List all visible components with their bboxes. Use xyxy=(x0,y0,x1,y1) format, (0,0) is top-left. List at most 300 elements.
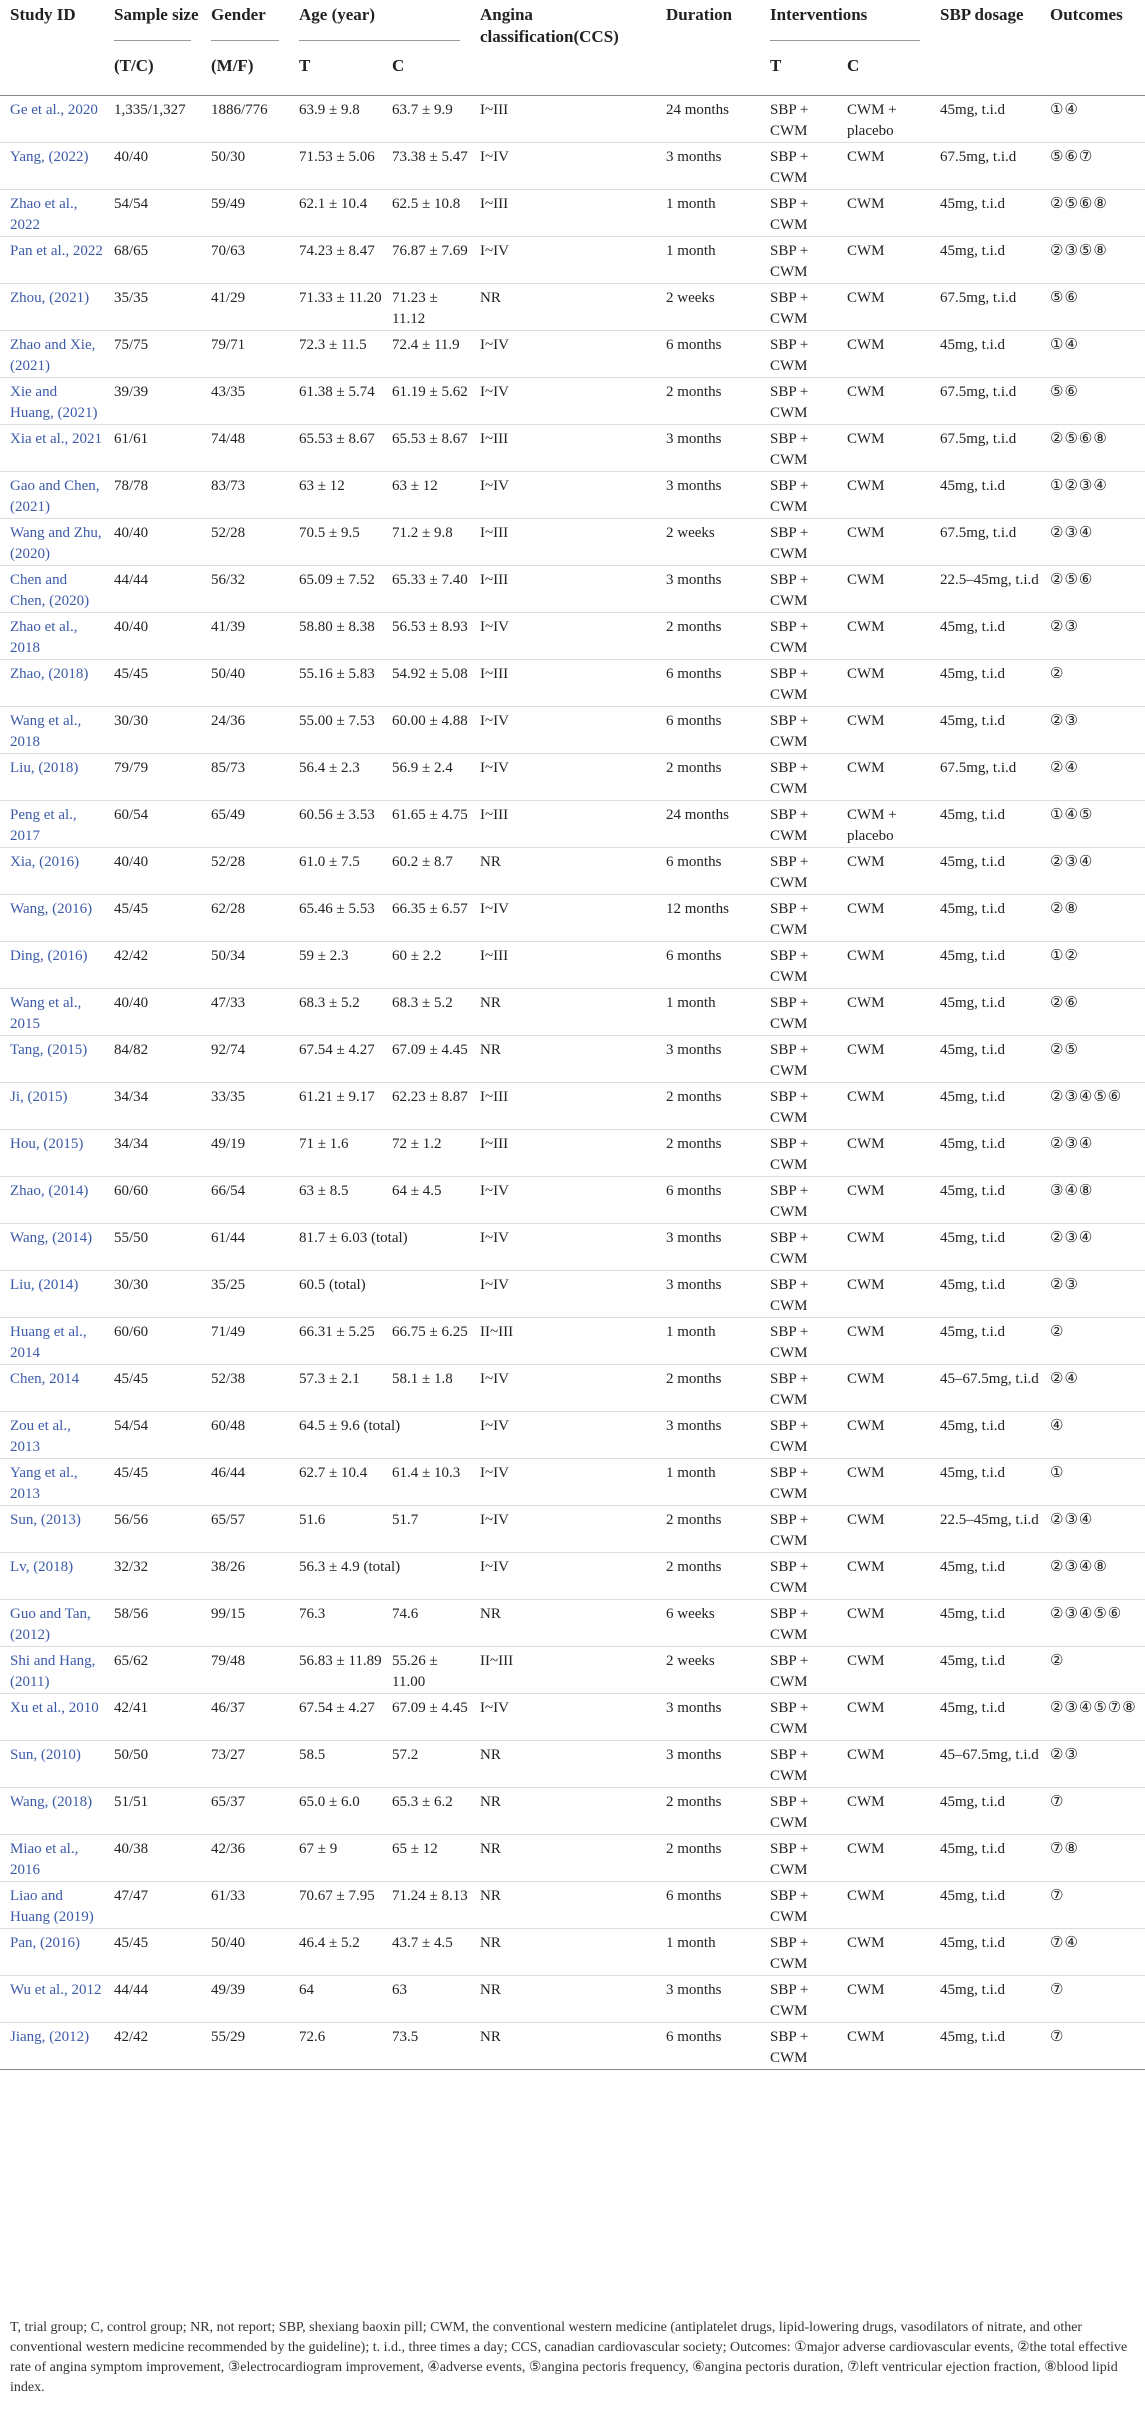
cell-age-t: 64.5 ± 9.6 (total) xyxy=(299,1418,401,1434)
cell-intervention-c: CWM xyxy=(847,760,885,776)
cell-gender: 85/73 xyxy=(211,760,246,776)
table-row xyxy=(0,848,1145,895)
cell-age-t: 67 ± 9 xyxy=(299,1841,338,1857)
cell-angina-ccs: I~IV xyxy=(480,1371,509,1387)
cell-duration: 2 months xyxy=(666,1089,722,1105)
cell-outcomes: ②⑤⑥ xyxy=(1050,572,1094,588)
cell-duration: 3 months xyxy=(666,1277,722,1293)
cell-duration: 3 months xyxy=(666,572,722,588)
cell-outcomes: ⑦④ xyxy=(1050,1935,1079,1951)
cell-angina-ccs: NR xyxy=(480,2029,501,2045)
cell-duration: 1 month xyxy=(666,995,716,1011)
cell-gender: 52/28 xyxy=(211,525,246,541)
table-row xyxy=(0,1600,1145,1647)
cell-age-c: 65.3 ± 6.2 xyxy=(392,1794,453,1810)
cell-age-c: 62.5 ± 10.8 xyxy=(392,196,461,212)
cell-sample-size: 60/60 xyxy=(114,1183,149,1199)
table-row xyxy=(0,1365,1145,1412)
cell-duration: 2 months xyxy=(666,1794,722,1810)
cell-outcomes: ②③④ xyxy=(1050,854,1094,870)
cell-intervention-c: CWM xyxy=(847,1512,885,1528)
cell-age-t: 61.21 ± 9.17 xyxy=(299,1089,375,1105)
cell-study-id: Ding, (2016) xyxy=(10,948,88,964)
cell-study-id: Tang, (2015) xyxy=(10,1042,88,1058)
cell-intervention-c: CWM xyxy=(847,525,885,541)
cell-intervention-c: CWM xyxy=(847,1888,885,1904)
cell-intervention-t: SBP + CWM xyxy=(770,1183,809,1220)
cell-sample-size: 54/54 xyxy=(114,196,149,212)
cell-age-t: 68.3 ± 5.2 xyxy=(299,995,360,1011)
cell-sample-size: 34/34 xyxy=(114,1089,149,1105)
table-row xyxy=(0,1506,1145,1553)
cell-intervention-t: SBP + CWM xyxy=(770,1653,809,1690)
cell-sbp-dosage: 45mg, t.i.d xyxy=(940,478,1006,494)
cell-duration: 3 months xyxy=(666,1230,722,1246)
cell-gender: 47/33 xyxy=(211,995,246,1011)
cell-age-t: 58.5 xyxy=(299,1747,326,1763)
cell-age-c: 72 ± 1.2 xyxy=(392,1136,442,1152)
cell-gender: 38/26 xyxy=(211,1559,246,1575)
cell-angina-ccs: I~IV xyxy=(480,1559,509,1575)
cell-study-id: Pan, (2016) xyxy=(10,1935,80,1951)
cell-sample-size: 45/45 xyxy=(114,1371,149,1387)
cell-age-t: 60.5 (total) xyxy=(299,1277,366,1293)
cell-intervention-t: SBP + CWM xyxy=(770,1277,809,1314)
cell-study-id: Xu et al., 2010 xyxy=(10,1700,99,1716)
cell-angina-ccs: I~IV xyxy=(480,478,509,494)
cell-gender: 52/28 xyxy=(211,854,246,870)
cell-gender: 66/54 xyxy=(211,1183,246,1199)
cell-sample-size: 79/79 xyxy=(114,760,149,776)
cell-gender: 59/49 xyxy=(211,196,246,212)
cell-intervention-t: SBP + CWM xyxy=(770,337,809,374)
cell-age-c: 68.3 ± 5.2 xyxy=(392,995,453,1011)
cell-duration: 3 months xyxy=(666,149,722,165)
cell-sbp-dosage: 45mg, t.i.d xyxy=(940,1277,1006,1293)
header-gender-sub: (M/F) xyxy=(211,56,254,75)
cell-sbp-dosage: 45mg, t.i.d xyxy=(940,1935,1006,1951)
header-age: Age (year) xyxy=(289,0,470,41)
cell-angina-ccs: I~III xyxy=(480,807,509,823)
cell-age-t: 70.67 ± 7.95 xyxy=(299,1888,375,1904)
cell-sample-size: 40/40 xyxy=(114,619,149,635)
cell-intervention-c: CWM xyxy=(847,1230,885,1246)
header-interventions-c: C xyxy=(847,56,860,75)
cell-gender: 56/32 xyxy=(211,572,246,588)
cell-sbp-dosage: 45mg, t.i.d xyxy=(940,854,1006,870)
cell-outcomes: ⑤⑥⑦ xyxy=(1050,149,1094,165)
cell-study-id: Wang, (2016) xyxy=(10,901,93,917)
cell-intervention-t: SBP + CWM xyxy=(770,666,809,703)
cell-study-id: Zou et al., 2013 xyxy=(10,1418,71,1455)
table-row xyxy=(0,1083,1145,1130)
cell-outcomes: ⑤⑥ xyxy=(1050,290,1079,306)
cell-outcomes: ② xyxy=(1050,1324,1065,1340)
cell-study-id: Shi and Hang, (2011) xyxy=(10,1653,96,1690)
cell-intervention-c: CWM xyxy=(847,1465,885,1481)
cell-gender: 73/27 xyxy=(211,1747,246,1763)
cell-age-t: 55.16 ± 5.83 xyxy=(299,666,375,682)
table-row xyxy=(0,1412,1145,1459)
cell-study-id: Zhao, (2014) xyxy=(10,1183,89,1199)
cell-age-c: 56.53 ± 8.93 xyxy=(392,619,468,635)
cell-gender: 41/39 xyxy=(211,619,246,635)
cell-intervention-t: SBP + CWM xyxy=(770,619,809,656)
cell-age-t: 56.4 ± 2.3 xyxy=(299,760,360,776)
cell-outcomes: ②③④⑤⑥ xyxy=(1050,1089,1123,1105)
cell-intervention-t: SBP + CWM xyxy=(770,1559,809,1596)
cell-age-c: 73.5 xyxy=(392,2029,419,2045)
cell-sample-size: 60/60 xyxy=(114,1324,149,1340)
cell-angina-ccs: I~IV xyxy=(480,713,509,729)
cell-angina-ccs: I~IV xyxy=(480,1700,509,1716)
cell-intervention-c: CWM xyxy=(847,572,885,588)
cell-age-c: 61.4 ± 10.3 xyxy=(392,1465,461,1481)
cell-sample-size: 42/42 xyxy=(114,948,149,964)
table-row xyxy=(0,707,1145,754)
cell-intervention-c: CWM xyxy=(847,1183,885,1199)
cell-age-c: 60.00 ± 4.88 xyxy=(392,713,468,729)
cell-gender: 46/37 xyxy=(211,1700,246,1716)
cell-sbp-dosage: 45mg, t.i.d xyxy=(940,1230,1006,1246)
table-row xyxy=(0,1271,1145,1318)
cell-age-c: 65.53 ± 8.67 xyxy=(392,431,468,447)
cell-sample-size: 84/82 xyxy=(114,1042,149,1058)
table-row xyxy=(0,1177,1145,1224)
cell-outcomes: ②③ xyxy=(1050,1747,1079,1763)
header-interventions-t: T xyxy=(770,56,782,75)
table-row xyxy=(0,1976,1145,2023)
cell-intervention-t: SBP + CWM xyxy=(770,1465,809,1502)
cell-outcomes: ②④ xyxy=(1050,1371,1079,1387)
cell-duration: 3 months xyxy=(666,1042,722,1058)
cell-sbp-dosage: 45mg, t.i.d xyxy=(940,2029,1006,2045)
cell-duration: 3 months xyxy=(666,1982,722,1998)
cell-study-id: Wang and Zhu, (2020) xyxy=(10,525,102,562)
cell-intervention-c: CWM xyxy=(847,1089,885,1105)
cell-outcomes: ①④ xyxy=(1050,337,1079,353)
cell-study-id: Sun, (2010) xyxy=(10,1747,81,1763)
cell-age-c: 51.7 xyxy=(392,1512,419,1528)
cell-study-id: Hou, (2015) xyxy=(10,1136,84,1152)
cell-outcomes: ⑦ xyxy=(1050,2029,1065,2045)
cell-intervention-t: SBP + CWM xyxy=(770,149,809,186)
cell-sbp-dosage: 45mg, t.i.d xyxy=(940,1700,1006,1716)
cell-sbp-dosage: 45mg, t.i.d xyxy=(940,1418,1006,1434)
cell-age-t: 56.3 ± 4.9 (total) xyxy=(299,1559,401,1575)
cell-gender: 55/29 xyxy=(211,2029,246,2045)
cell-sbp-dosage: 45mg, t.i.d xyxy=(940,1982,1006,1998)
cell-outcomes: ②③④ xyxy=(1050,1230,1094,1246)
cell-age-c: 56.9 ± 2.4 xyxy=(392,760,453,776)
cell-outcomes: ①②③④ xyxy=(1050,478,1108,494)
cell-angina-ccs: NR xyxy=(480,1841,501,1857)
cell-study-id: Zhao et al., 2022 xyxy=(10,196,78,233)
cell-intervention-t: SBP + CWM xyxy=(770,760,809,797)
cell-gender: 49/39 xyxy=(211,1982,246,1998)
header-sample-size-sub: (T/C) xyxy=(114,56,154,75)
cell-age-t: 71 ± 1.6 xyxy=(299,1136,349,1152)
cell-angina-ccs: NR xyxy=(480,1042,501,1058)
cell-sample-size: 45/45 xyxy=(114,1465,149,1481)
cell-study-id: Zhao and Xie, (2021) xyxy=(10,337,96,374)
cell-duration: 3 months xyxy=(666,1418,722,1434)
cell-intervention-t: SBP + CWM xyxy=(770,243,809,280)
cell-intervention-c: CWM xyxy=(847,1982,885,1998)
cell-sbp-dosage: 45mg, t.i.d xyxy=(940,102,1006,118)
cell-study-id: Liu, (2014) xyxy=(10,1277,79,1293)
cell-age-t: 65.46 ± 5.53 xyxy=(299,901,375,917)
cell-intervention-t: SBP + CWM xyxy=(770,290,809,327)
cell-age-c: 67.09 ± 4.45 xyxy=(392,1042,468,1058)
cell-study-id: Zhao, (2018) xyxy=(10,666,89,682)
cell-duration: 6 months xyxy=(666,1888,722,1904)
cell-study-id: Liu, (2018) xyxy=(10,760,79,776)
table-row xyxy=(0,1835,1145,1882)
cell-sample-size: 58/56 xyxy=(114,1606,149,1622)
table-row xyxy=(0,1741,1145,1788)
cell-study-id: Guo and Tan, (2012) xyxy=(10,1606,91,1643)
cell-intervention-t: SBP + CWM xyxy=(770,525,809,562)
cell-duration: 2 months xyxy=(666,1512,722,1528)
cell-study-id: Zhou, (2021) xyxy=(10,290,90,306)
cell-sbp-dosage: 67.5mg, t.i.d xyxy=(940,290,1017,306)
cell-intervention-t: SBP + CWM xyxy=(770,478,809,515)
cell-study-id: Xia et al., 2021 xyxy=(10,431,103,447)
cell-sample-size: 42/41 xyxy=(114,1700,149,1716)
table-row xyxy=(0,566,1145,613)
cell-intervention-c: CWM xyxy=(847,854,885,870)
cell-intervention-c: CWM xyxy=(847,1935,885,1951)
cell-outcomes: ②③④⑤⑥ xyxy=(1050,1606,1123,1622)
cell-duration: 2 weeks xyxy=(666,525,715,541)
cell-angina-ccs: II~III xyxy=(480,1653,514,1669)
cell-sample-size: 51/51 xyxy=(114,1794,149,1810)
cell-study-id: Chen, 2014 xyxy=(10,1371,80,1387)
cell-sbp-dosage: 45mg, t.i.d xyxy=(940,1465,1006,1481)
cell-intervention-c: CWM xyxy=(847,384,885,400)
table-row xyxy=(0,425,1145,472)
cell-intervention-t: SBP + CWM xyxy=(770,1324,809,1361)
cell-sample-size: 50/50 xyxy=(114,1747,149,1763)
cell-intervention-t: SBP + CWM xyxy=(770,2029,809,2066)
cell-gender: 79/48 xyxy=(211,1653,246,1669)
cell-duration: 24 months xyxy=(666,102,729,118)
cell-duration: 3 months xyxy=(666,431,722,447)
cell-duration: 6 months xyxy=(666,854,722,870)
cell-intervention-t: SBP + CWM xyxy=(770,1841,809,1878)
cell-age-c: 54.92 ± 5.08 xyxy=(392,666,468,682)
cell-angina-ccs: I~III xyxy=(480,196,509,212)
cell-sbp-dosage: 45mg, t.i.d xyxy=(940,807,1006,823)
cell-duration: 1 month xyxy=(666,196,716,212)
cell-intervention-t: SBP + CWM xyxy=(770,431,809,468)
cell-age-t: 65.53 ± 8.67 xyxy=(299,431,375,447)
cell-age-t: 61.0 ± 7.5 xyxy=(299,854,360,870)
cell-duration: 2 months xyxy=(666,1136,722,1152)
header-gender: Gender xyxy=(201,0,289,41)
cell-outcomes: ② xyxy=(1050,1653,1065,1669)
table-row xyxy=(0,1459,1145,1506)
cell-intervention-t: SBP + CWM xyxy=(770,1935,809,1972)
cell-gender: 50/34 xyxy=(211,948,246,964)
cell-age-c: 62.23 ± 8.87 xyxy=(392,1089,468,1105)
cell-age-t: 59 ± 2.3 xyxy=(299,948,349,964)
cell-sbp-dosage: 45mg, t.i.d xyxy=(940,1559,1006,1575)
cell-sbp-dosage: 45mg, t.i.d xyxy=(940,619,1006,635)
cell-intervention-t: SBP + CWM xyxy=(770,1888,809,1925)
cell-gender: 33/35 xyxy=(211,1089,246,1105)
cell-intervention-c: CWM xyxy=(847,149,885,165)
cell-sample-size: 44/44 xyxy=(114,1982,149,1998)
table-row xyxy=(0,1036,1145,1083)
cell-outcomes: ⑦⑧ xyxy=(1050,1841,1079,1857)
cell-gender: 1886/776 xyxy=(211,102,268,118)
cell-duration: 6 months xyxy=(666,666,722,682)
cell-sbp-dosage: 45mg, t.i.d xyxy=(940,1042,1006,1058)
cell-age-c: 66.35 ± 6.57 xyxy=(392,901,468,917)
cell-age-c: 74.6 xyxy=(392,1606,419,1622)
table-footnote: T, trial group; C, control group; NR, not report; SBP, shexiang baoxin pill; CWM, the conventional western medicine (antiplatelet drugs, lipid-lowering drugs, vasodilators of nitrate, and other conventional western medicine recommended by the guideline); t. i.d., three times a day; CCS, canadian cardiovascular society; Outcomes: ①major adverse cardiovascular events, ②the total effective rate of angina symptom improvement, ③electrocardiogram improvement, ④adverse events, ⑤angina pectoris frequency, ⑥angina pectoris duration, ⑦left ventricular ejection fraction, ⑧blood lipid index. xyxy=(10,2320,1128,2395)
cell-intervention-t: SBP + CWM xyxy=(770,1371,809,1408)
table-row xyxy=(0,143,1145,190)
cell-gender: 74/48 xyxy=(211,431,246,447)
cell-intervention-c: CWM xyxy=(847,1136,885,1152)
cell-duration: 1 month xyxy=(666,243,716,259)
cell-angina-ccs: I~IV xyxy=(480,384,509,400)
cell-sample-size: 45/45 xyxy=(114,666,149,682)
cell-sample-size: 75/75 xyxy=(114,337,149,353)
cell-intervention-c: CWM xyxy=(847,2029,885,2045)
cell-sbp-dosage: 45mg, t.i.d xyxy=(940,1606,1006,1622)
table-row xyxy=(0,331,1145,378)
table-row xyxy=(0,96,1145,143)
cell-study-id: Yang, (2022) xyxy=(10,149,89,165)
table-row xyxy=(0,613,1145,660)
cell-outcomes: ⑦ xyxy=(1050,1794,1065,1810)
cell-age-c: 71.23 ± 11.12 xyxy=(392,290,438,327)
cell-sbp-dosage: 45mg, t.i.d xyxy=(940,901,1006,917)
cell-angina-ccs: I~IV xyxy=(480,1230,509,1246)
cell-age-c: 57.2 xyxy=(392,1747,419,1763)
cell-angina-ccs: I~III xyxy=(480,572,509,588)
cell-outcomes: ②④ xyxy=(1050,760,1079,776)
cell-sample-size: 60/54 xyxy=(114,807,149,823)
cell-intervention-c: CWM xyxy=(847,243,885,259)
cell-outcomes: ⑦ xyxy=(1050,1982,1065,1998)
cell-outcomes: ①② xyxy=(1050,948,1079,964)
cell-duration: 3 months xyxy=(666,1747,722,1763)
cell-intervention-c: CWM xyxy=(847,1559,885,1575)
cell-intervention-c: CWM xyxy=(847,1324,885,1340)
cell-gender: 46/44 xyxy=(211,1465,246,1481)
cell-age-c: 67.09 ± 4.45 xyxy=(392,1700,468,1716)
cell-angina-ccs: NR xyxy=(480,1747,501,1763)
cell-sample-size: 40/40 xyxy=(114,995,149,1011)
cell-study-id: Peng et al., 2017 xyxy=(10,807,77,844)
cell-angina-ccs: I~III xyxy=(480,431,509,447)
cell-intervention-c: CWM xyxy=(847,337,885,353)
cell-sample-size: 35/35 xyxy=(114,290,149,306)
cell-gender: 49/19 xyxy=(211,1136,246,1152)
cell-age-t: 63.9 ± 9.8 xyxy=(299,102,360,118)
cell-duration: 24 months xyxy=(666,807,729,823)
cell-gender: 65/49 xyxy=(211,807,246,823)
cell-angina-ccs: NR xyxy=(480,1794,501,1810)
cell-sbp-dosage: 45mg, t.i.d xyxy=(940,713,1006,729)
cell-sbp-dosage: 67.5mg, t.i.d xyxy=(940,431,1017,447)
cell-sbp-dosage: 45mg, t.i.d xyxy=(940,196,1006,212)
cell-study-id: Wang et al., 2018 xyxy=(10,713,82,750)
table-row xyxy=(0,1882,1145,1929)
table-row xyxy=(0,989,1145,1036)
cell-age-c: 43.7 ± 4.5 xyxy=(392,1935,453,1951)
cell-angina-ccs: I~IV xyxy=(480,760,509,776)
table-row xyxy=(0,1788,1145,1835)
cell-gender: 52/38 xyxy=(211,1371,246,1387)
cell-sbp-dosage: 45mg, t.i.d xyxy=(940,1089,1006,1105)
cell-sample-size: 1,335/1,327 xyxy=(114,102,186,118)
cell-outcomes: ②⑤ xyxy=(1050,1042,1079,1058)
cell-age-t: 70.5 ± 9.5 xyxy=(299,525,360,541)
cell-intervention-t: SBP + CWM xyxy=(770,1136,809,1173)
cell-gender: 65/37 xyxy=(211,1794,246,1810)
cell-angina-ccs: I~IV xyxy=(480,1418,509,1434)
cell-intervention-t: SBP + CWM xyxy=(770,807,809,844)
cell-intervention-c: CWM xyxy=(847,478,885,494)
cell-gender: 61/44 xyxy=(211,1230,246,1246)
header-duration: Duration xyxy=(666,5,733,24)
cell-sbp-dosage: 22.5–45mg, t.i.d xyxy=(940,572,1039,588)
cell-intervention-c: CWM + placebo xyxy=(847,807,897,844)
cell-angina-ccs: II~III xyxy=(480,1324,514,1340)
table-body xyxy=(0,96,1145,2070)
table-row xyxy=(0,519,1145,566)
cell-gender: 41/29 xyxy=(211,290,246,306)
cell-gender: 65/57 xyxy=(211,1512,246,1528)
cell-sbp-dosage: 67.5mg, t.i.d xyxy=(940,760,1017,776)
cell-age-t: 46.4 ± 5.2 xyxy=(299,1935,360,1951)
table-row xyxy=(0,378,1145,425)
cell-sample-size: 30/30 xyxy=(114,1277,149,1293)
cell-sample-size: 30/30 xyxy=(114,713,149,729)
cell-study-id: Zhao et al., 2018 xyxy=(10,619,78,656)
cell-outcomes: ②③④ xyxy=(1050,1512,1094,1528)
cell-outcomes: ②⑤⑥⑧ xyxy=(1050,431,1108,447)
cell-outcomes: ②⑥ xyxy=(1050,995,1079,1011)
cell-outcomes: ⑦ xyxy=(1050,1888,1065,1904)
cell-outcomes: ②⑧ xyxy=(1050,901,1079,917)
cell-age-t: 58.80 ± 8.38 xyxy=(299,619,375,635)
cell-age-c: 61.19 ± 5.62 xyxy=(392,384,468,400)
cell-gender: 50/40 xyxy=(211,666,246,682)
cell-intervention-t: SBP + CWM xyxy=(770,948,809,985)
cell-sbp-dosage: 45–67.5mg, t.i.d xyxy=(940,1747,1039,1763)
cell-age-t: 74.23 ± 8.47 xyxy=(299,243,375,259)
cell-intervention-t: SBP + CWM xyxy=(770,1700,809,1737)
table-row xyxy=(0,895,1145,942)
cell-intervention-t: SBP + CWM xyxy=(770,1747,809,1784)
cell-intervention-c: CWM xyxy=(847,1418,885,1434)
cell-intervention-t: SBP + CWM xyxy=(770,572,809,609)
cell-sbp-dosage: 45mg, t.i.d xyxy=(940,995,1006,1011)
cell-duration: 2 months xyxy=(666,1559,722,1575)
cell-sample-size: 40/40 xyxy=(114,525,149,541)
table-row xyxy=(0,754,1145,801)
cell-study-id: Wu et al., 2012 xyxy=(10,1982,102,1998)
cell-outcomes: ②③ xyxy=(1050,1277,1079,1293)
table-row xyxy=(0,801,1145,848)
